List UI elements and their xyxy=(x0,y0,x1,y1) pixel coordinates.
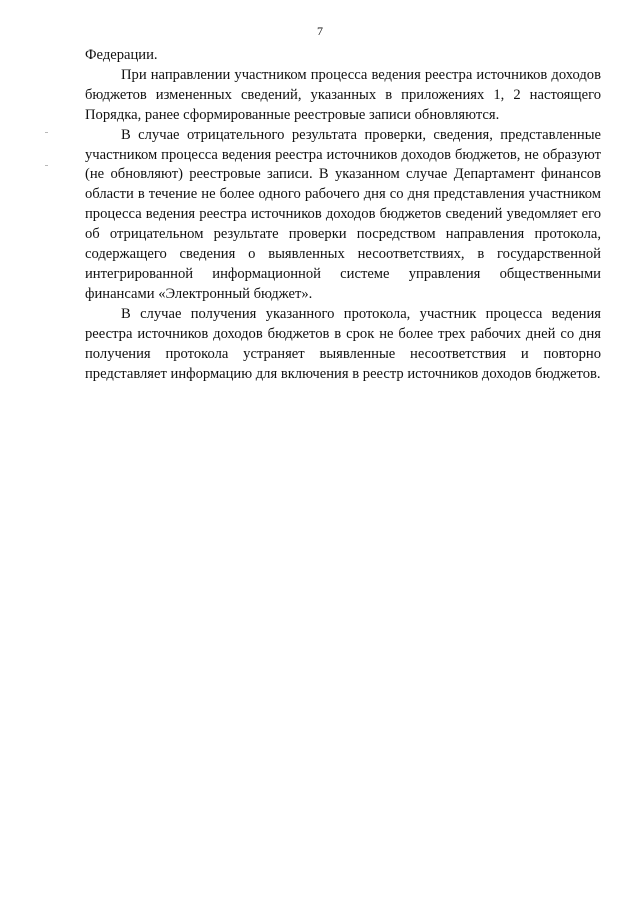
page-number: 7 xyxy=(317,24,323,38)
paragraph-negative-check: В случае отрицательного результата проверки, сведения, представленные участником процесса ведения реестра источников доходов бюджетов, не образуют (не обновляют) реестровые записи. В указанном случае Департамент финансов области в течение не более одного рабочего дня со дня представления участником процесса ведения реестра источников доходов бюджетов сведений уведомляет его об отрицательном результате проверки посредством направления протокола, содержащего сведения о выявленных несоответствиях, в государственной интегрированной информационной системе управления общественными финансами «Электронный бюджет». xyxy=(85,126,601,302)
paragraph-continuation: Федерации. xyxy=(85,47,158,63)
scan-mark xyxy=(45,165,48,166)
document-body xyxy=(85,46,601,384)
scan-mark xyxy=(45,132,48,133)
paragraph-protocol-received: В случае получения указанного протокола, участник процесса ведения реестра источников доходов бюджетов в срок не более трех рабочих дней со дня получения протокола устраняет выявленные несоответствия и повторно представляет информацию для включения в реестр источников доходов бюджетов. xyxy=(85,305,601,382)
paragraph-registry-update: При направлении участником процесса ведения реестра источников доходов бюджетов измененных сведений, указанных в приложениях 1, 2 настоящего Порядка, ранее сформированные реестровые записи обновляются. xyxy=(85,66,601,123)
